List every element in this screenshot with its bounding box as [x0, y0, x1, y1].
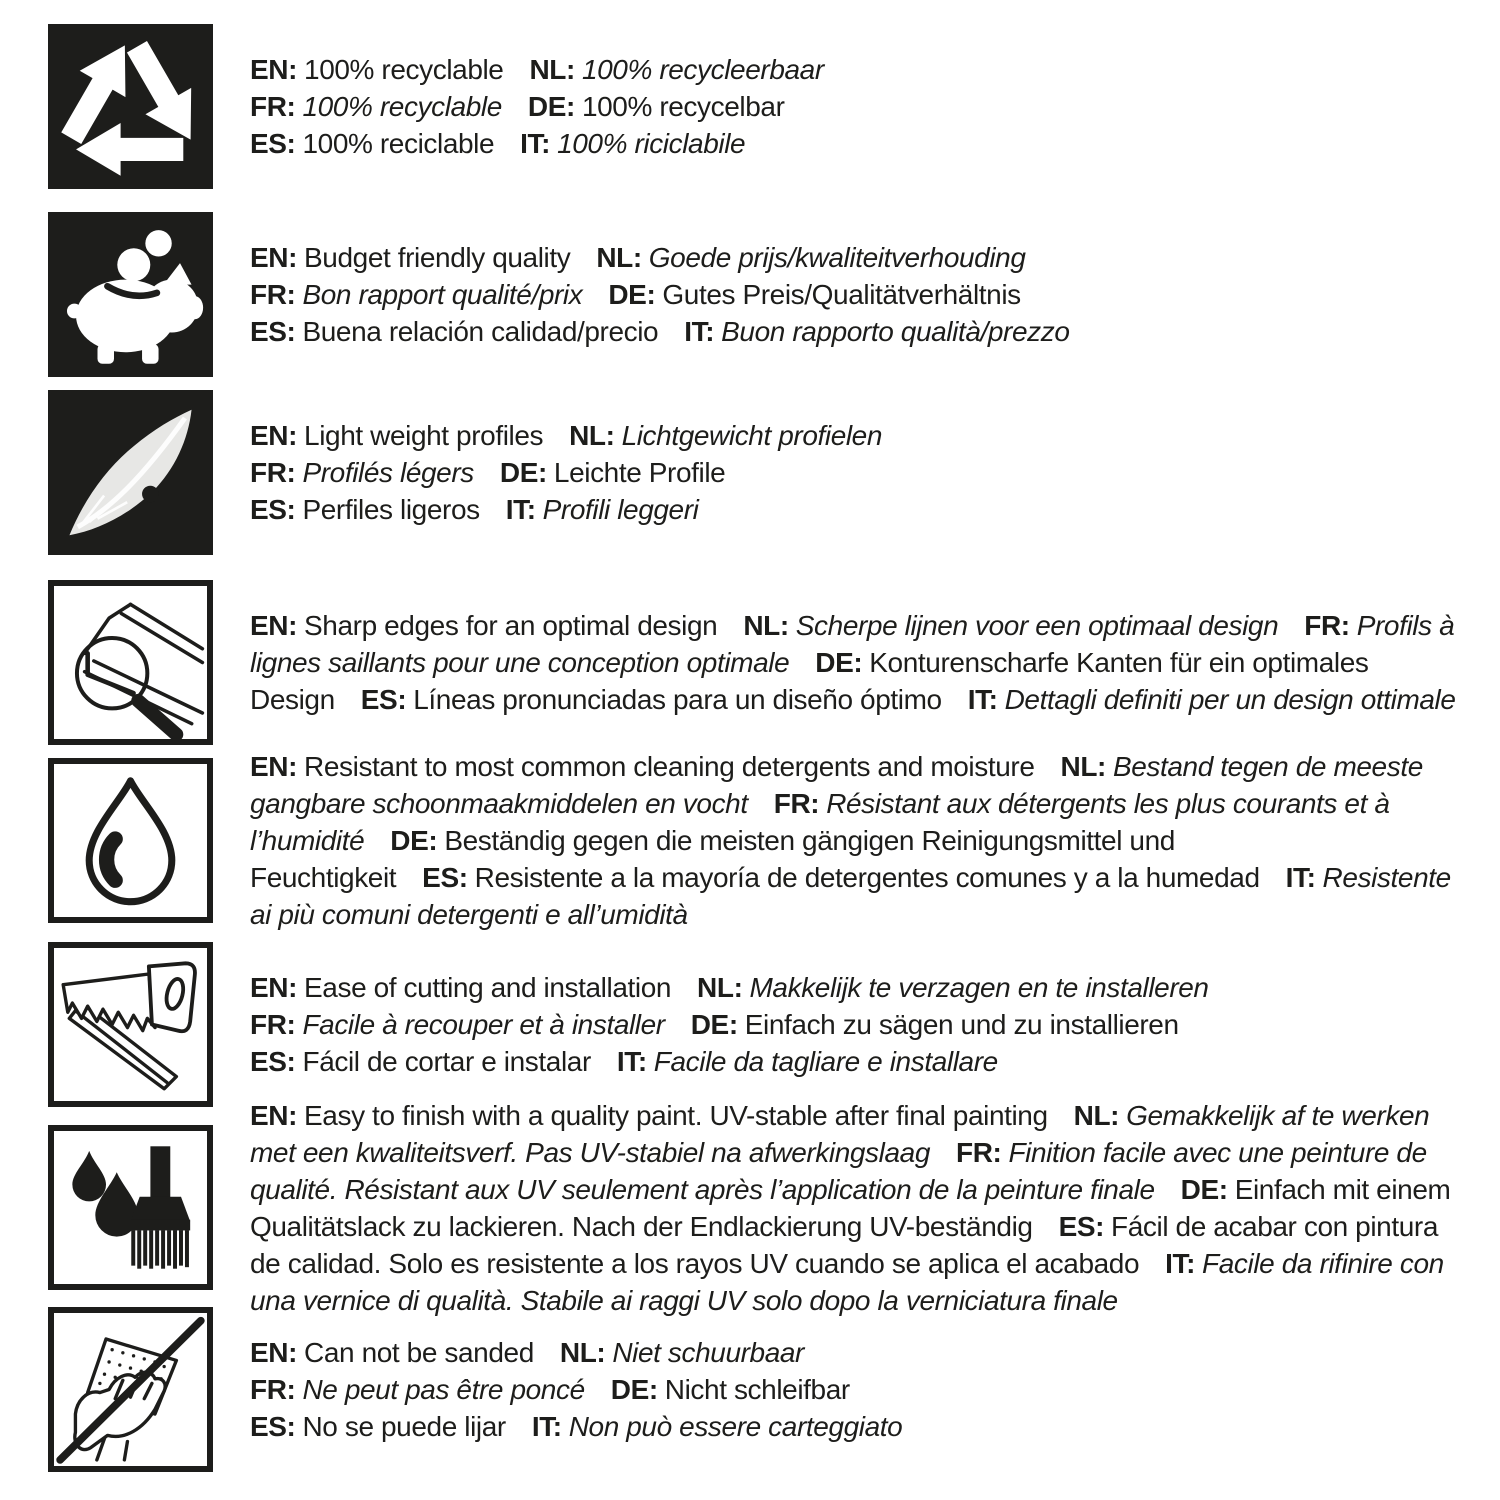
feature-description: Fácil de acabar con pintura de calidad. Solo es resistente a los rayos UV cuando se aplica el acabado [250, 1210, 1438, 1279]
feature-text [250, 1097, 1460, 1319]
lang-label: FR: [1304, 610, 1350, 641]
feature-row-easy-finish-paint [48, 1099, 1460, 1316]
feature-text [250, 1334, 1460, 1445]
lang-segment-en [250, 610, 717, 641]
lang-segment-en [250, 972, 671, 1003]
lang-segment-es [422, 862, 1259, 893]
lang-segment-de [691, 1009, 1179, 1040]
lang-label: IT: [1165, 1247, 1196, 1279]
feature-description: Goede prijs/kwaliteitverhouding [648, 242, 1026, 273]
feature-description: Líneas pronunciadas para un diseño óptimo [413, 684, 942, 715]
lang-label: FR: [250, 91, 296, 122]
feature-line [250, 1006, 1460, 1043]
lang-segment-en [250, 242, 570, 273]
feature-line [250, 1371, 1460, 1408]
water-drop-icon [48, 758, 213, 923]
feature-description: Dettagli definiti per un design ottimale [1004, 684, 1456, 715]
piggy-bank-icon [48, 212, 213, 377]
feature-description: Ne peut pas être poncé [302, 1374, 585, 1405]
feature-text [250, 417, 1460, 528]
feature-line [250, 51, 1460, 88]
lang-label: NL: [559, 1337, 606, 1368]
lang-label: NL: [743, 610, 789, 641]
lang-label: FR: [250, 457, 296, 488]
feature-description: Makkelijk te verzagen en te installeren [749, 972, 1209, 1003]
feature-line [250, 88, 1460, 125]
feature-description: Einfach zu sägen und zu installieren [744, 1009, 1179, 1040]
feature-description: Scherpe lijnen voor een optimaal design [795, 610, 1279, 641]
feature-description: Buena relación calidad/precio [302, 316, 659, 347]
feature-description: Leichte Profile [553, 457, 726, 488]
lang-segment-en [250, 1100, 1048, 1131]
feature-row-no-sanding [48, 1307, 1460, 1472]
lang-label: EN: [250, 420, 298, 451]
lang-segment-nl [596, 242, 1025, 273]
feature-description: Budget friendly quality [304, 242, 571, 273]
lang-label: NL: [569, 420, 615, 451]
lang-label: EN: [250, 751, 298, 782]
feature-line [250, 1334, 1460, 1371]
lang-label: IT: [684, 316, 715, 347]
lang-segment-fr [250, 279, 582, 310]
feature-row-light-weight [48, 390, 1460, 555]
feature-line [250, 239, 1460, 276]
lang-label: ES: [1058, 1210, 1105, 1242]
lang-segment-de [500, 457, 725, 488]
feature-description: 100% riciclabile [557, 128, 746, 159]
lang-label: DE: [815, 647, 863, 678]
lang-segment-fr [250, 1374, 585, 1405]
feature-line [250, 1097, 1460, 1319]
lang-label: FR: [250, 1374, 296, 1405]
feature-row-moisture-resistant [48, 751, 1460, 930]
feature-description: Resistente a la mayoría de detergentes comunes y a la humedad [474, 862, 1260, 893]
feature-description: Konturenscharfe Kanten für ein optimales Design [250, 647, 1369, 715]
lang-label: FR: [956, 1136, 1002, 1168]
lang-label: DE: [1180, 1173, 1228, 1205]
lang-segment-de [528, 91, 785, 122]
feature-row-sharp-edges [48, 580, 1460, 745]
feature-description: Lichtgewicht profielen [621, 420, 883, 451]
feature-description: 100% recyclable [304, 54, 504, 85]
lang-label: FR: [773, 788, 820, 819]
lang-label: ES: [250, 128, 296, 159]
lang-label: IT: [1285, 862, 1316, 893]
lang-segment-nl [529, 54, 823, 85]
lang-label: IT: [531, 1411, 562, 1442]
feature-row-easy-cutting [48, 942, 1460, 1107]
lang-segment-fr [250, 1009, 665, 1040]
no-sanding-icon [48, 1307, 213, 1472]
lang-label: DE: [527, 91, 575, 122]
lang-segment-nl [569, 420, 882, 451]
feature-description: Finition facile avec une peinture de qualité. Résistant aux UV seulement après l’application de la peinture finale [250, 1136, 1427, 1205]
feature-description: 100% recycelbar [581, 91, 785, 122]
sharp-edge-magnifier-icon [48, 580, 213, 745]
lang-label: IT: [520, 128, 551, 159]
lang-label: DE: [390, 825, 438, 856]
lang-label: IT: [505, 494, 536, 525]
lang-label: EN: [250, 972, 298, 1003]
feature-description: 100% reciclable [302, 128, 495, 159]
recycle-icon [48, 24, 213, 189]
hand-saw-icon [48, 942, 213, 1107]
lang-label: DE: [608, 279, 656, 310]
lang-label: ES: [360, 684, 407, 715]
feature-description: Bon rapport qualité/prix [302, 279, 583, 310]
feature-description: Can not be sanded [304, 1337, 534, 1368]
feature-description: Gemakkelijk af te werken met een kwaliteitsverf. Pas UV-stabiel na afwerkingslaag [250, 1099, 1430, 1168]
feature-description: Nicht schleifbar [664, 1374, 850, 1405]
lang-label: DE: [499, 457, 547, 488]
lang-segment-it [520, 128, 745, 159]
feature-line [250, 276, 1460, 313]
feature-text [250, 748, 1460, 933]
feature-description: Non può essere carteggiato [568, 1411, 903, 1442]
lang-label: EN: [250, 1099, 298, 1131]
lang-label: NL: [1060, 751, 1106, 782]
lang-segment-de [608, 279, 1020, 310]
lang-label: FR: [250, 279, 296, 310]
feature-line [250, 607, 1460, 718]
feature-text [250, 51, 1460, 162]
lang-segment-en [250, 751, 1035, 782]
feature-description: Buon rapporto qualità/prezzo [721, 316, 1070, 347]
lang-segment-es [250, 128, 494, 159]
lang-segment-es [250, 1046, 591, 1077]
lang-segment-nl [743, 610, 1278, 641]
lang-segment-it [617, 1046, 998, 1077]
lang-label: ES: [250, 1411, 296, 1442]
feature-description: Perfiles ligeros [302, 494, 480, 525]
lang-segment-de [611, 1374, 850, 1405]
feature-row-budget-friendly [48, 212, 1460, 377]
feature-description: Ease of cutting and installation [304, 972, 672, 1003]
feature-line [250, 748, 1460, 933]
feature-description: Facile da tagliare e installare [653, 1046, 998, 1077]
feature-line [250, 491, 1460, 528]
feature-description: Einfach mit einem Qualitätslack zu lackieren. Nach der Endlackierung UV-beständig [250, 1173, 1451, 1242]
lang-segment-it [968, 684, 1456, 715]
lang-label: EN: [250, 242, 298, 273]
feature-description: Facile à recouper et à installer [302, 1009, 665, 1040]
lang-label: DE: [610, 1374, 658, 1405]
lang-segment-es [250, 316, 658, 347]
lang-label: EN: [250, 610, 298, 641]
feature-description: Profili leggeri [542, 494, 699, 525]
lang-segment-es [250, 1411, 506, 1442]
feature-description: No se puede lijar [302, 1411, 506, 1442]
lang-segment-it [684, 316, 1069, 347]
lang-label: ES: [250, 1046, 296, 1077]
lang-label: ES: [250, 316, 296, 347]
lang-label: FR: [250, 1009, 296, 1040]
lang-segment-es [250, 494, 480, 525]
lang-label: NL: [697, 972, 743, 1003]
feature-line [250, 1043, 1460, 1080]
feature-line [250, 1408, 1460, 1445]
lang-segment-en [250, 54, 503, 85]
feature-description: Fácil de cortar e instalar [302, 1046, 591, 1077]
feature-description: Profilés légers [302, 457, 474, 488]
lang-segment-es [361, 684, 942, 715]
feature-line [250, 417, 1460, 454]
feature-description: 100% recyclable [302, 91, 502, 122]
lang-segment-en [250, 420, 543, 451]
feature-row-recyclable [48, 24, 1460, 189]
feature-description: Profils à lignes saillants pour une conception optimale [250, 610, 1455, 678]
feature-description: 100% recycleerbaar [581, 54, 824, 85]
feature-description: Niet schuurbaar [612, 1337, 804, 1368]
lang-label: DE: [690, 1009, 738, 1040]
feather-icon [48, 390, 213, 555]
lang-label: NL: [596, 242, 642, 273]
lang-segment-nl [697, 972, 1209, 1003]
feature-description: Bestand tegen de meeste gangbare schoonmaakmiddelen en vocht [250, 751, 1423, 819]
feature-line [250, 969, 1460, 1006]
lang-label: NL: [529, 54, 575, 85]
feature-description: Gutes Preis/Qualitätverhältnis [662, 279, 1021, 310]
feature-description: Light weight profiles [304, 420, 544, 451]
feature-line [250, 125, 1460, 162]
lang-label: EN: [250, 1337, 298, 1368]
feature-text [250, 607, 1460, 718]
feature-description: Easy to finish with a quality paint. UV-stable after final painting [304, 1099, 1048, 1131]
lang-label: EN: [250, 54, 298, 85]
lang-segment-fr [250, 457, 474, 488]
feature-text [250, 239, 1460, 350]
feature-text [250, 969, 1460, 1080]
feature-description: Facile da rifinire con una vernice di qualità. Stabile ai raggi UV solo dopo la verniciatura finale [250, 1247, 1444, 1316]
feature-description: Resistente ai più comuni detergenti e all’umidità [250, 862, 1451, 930]
lang-label: ES: [250, 494, 296, 525]
lang-label: IT: [967, 684, 998, 715]
paint-brush-icon [48, 1125, 213, 1290]
lang-segment-it [532, 1411, 903, 1442]
feature-description: Beständig gegen die meisten gängigen Reinigungsmittel und Feuchtigkeit [250, 825, 1175, 893]
lang-label: NL: [1073, 1099, 1120, 1131]
feature-description: Sharp edges for an optimal design [304, 610, 718, 641]
lang-segment-nl [560, 1337, 804, 1368]
feature-description: Résistant aux détergents les plus courants et à l’humidité [250, 788, 1390, 856]
lang-segment-en [250, 1337, 534, 1368]
lang-segment-fr [250, 91, 502, 122]
feature-line [250, 454, 1460, 491]
lang-label: IT: [616, 1046, 647, 1077]
feature-line [250, 313, 1460, 350]
lang-label: ES: [422, 862, 468, 893]
feature-description: Resistant to most common cleaning detergents and moisture [304, 751, 1035, 782]
lang-segment-it [506, 494, 699, 525]
